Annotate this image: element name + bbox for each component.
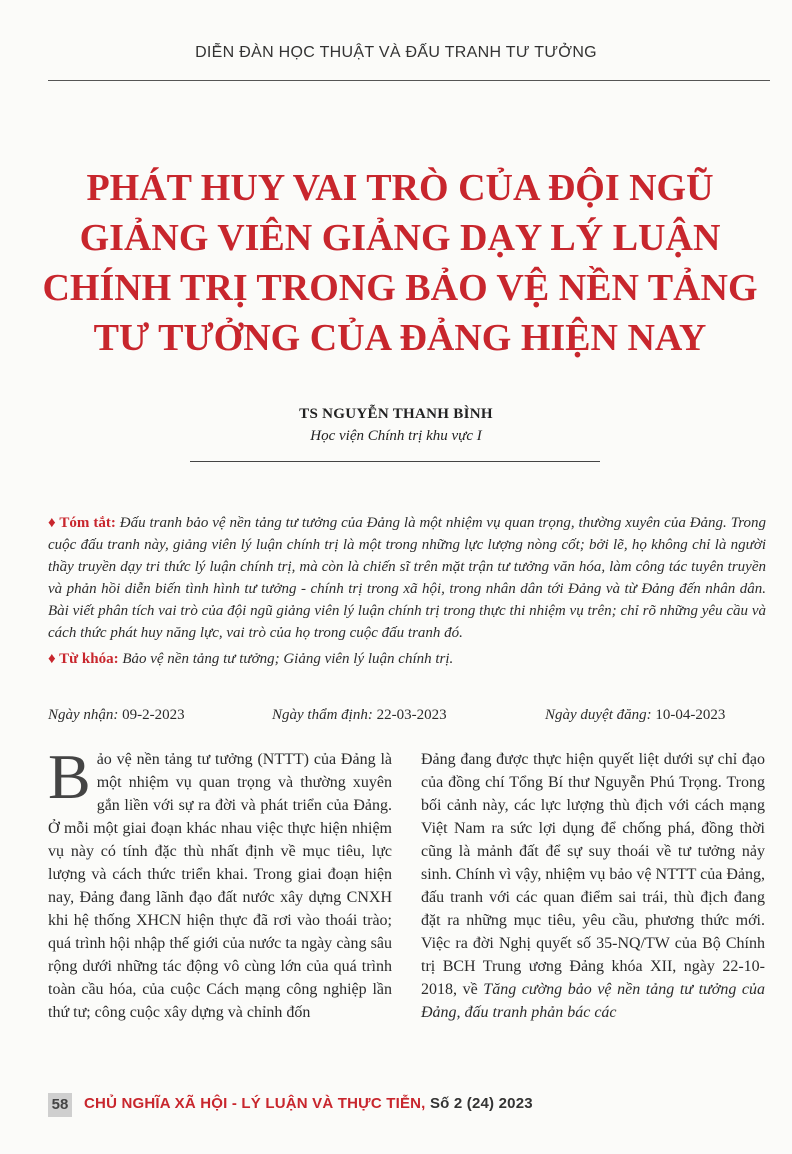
approved-value: 10-04-2023 (655, 707, 726, 723)
reviewed-date (272, 707, 447, 724)
body-left-column (48, 741, 392, 1024)
drop-cap: B (48, 741, 91, 812)
journal-name: CHỦ NGHĨA XÃ HỘI - LÝ LUẬN VÀ THỰC TIỄN, (84, 1095, 426, 1112)
article-title (40, 163, 760, 363)
received-label: Ngày nhận: (48, 707, 119, 723)
running-header: DIỄN ĐÀN HỌC THUẬT VÀ ĐẤU TRANH TƯ TƯỞNG (195, 44, 597, 61)
summary-label: ♦ Tóm tắt: (48, 515, 116, 531)
left-column-text: ảo vệ nền tảng tư tưởng (NTTT) của Đảng là một nhiệm vụ quan trọng và thường xuyên gắn liền với sự ra đời và phát triển của Đảng. Ở mỗi một giai đoạn khác nhau việc thực hiện nhiệm vụ này có tính đặc thù nhất định về mục tiêu, lực lượng và cách thức triển khai. Trong giai đoạn hiện nay, Đảng đang lãnh đạo đất nước xây dựng CNXH khi hệ thống XHCN hiện thực đã rơi vào thoái trào; quá trình hội nhập thế giới của nước ta ngày càng sâu rộng dưới những tác động vô cùng lớn của quá trình toàn cầu hóa, của cuộc Cách mạng công nghiệp lần thứ tư; công cuộc xây dựng và chỉnh đốn (48, 751, 392, 1021)
summary-paragraph (48, 512, 766, 644)
approved-date (545, 707, 725, 724)
page-footer (48, 1093, 768, 1117)
title-line-4: TƯ TƯỞNG CỦA ĐẢNG HIỆN NAY (93, 317, 707, 359)
title-line-1: PHÁT HUY VAI TRÒ CỦA ĐỘI NGŨ (86, 167, 714, 209)
keywords-paragraph (48, 648, 766, 670)
keywords-label: ♦ Từ khóa: (48, 651, 119, 667)
title-line-3: CHÍNH TRỊ TRONG BẢO VỆ NỀN TẢNG (42, 267, 758, 309)
approved-label: Ngày duyệt đăng: (545, 707, 652, 723)
right-column-text: Đảng đang được thực hiện quyết liệt dưới sự chỉ đạo của đồng chí Tổng Bí thư Nguyễn Phú Trọng. Trong bối cảnh này, các lực lượng thù địch với cách mạng Việt Nam ra sức lợi dụng để chống phá, đồng thời cũng là mảnh đất để sự suy thoái về tư tưởng nảy sinh. Chính vì vậy, nhiệm vụ bảo vệ NTTT của Đảng, đấu tranh với các quan điểm sai trái, thù địch đang đặt ra những mục tiêu, yêu cầu, phương thức mới. Việc ra đời Nghị quyết số 35-NQ/TW của Bộ Chính trị BCH Trung ương Đảng khóa XII, ngày 22-10-2018, về (421, 751, 765, 998)
author-name: TS NGUYỄN THANH BÌNH (299, 406, 493, 422)
author-affiliation: Học viện Chính trị khu vực I (310, 428, 482, 444)
author-divider (190, 461, 600, 462)
summary-text: Đấu tranh bảo vệ nền tảng tư tưởng của Đảng là một nhiệm vụ quan trọng, thường xuyên của Đảng. Trong cuộc đấu tranh này, giảng viên lý luận chính trị là một trong những lực lượng nòng cốt; bởi lẽ, họ không chỉ là người thầy truyền dạy tri thức lý luận chính trị, mà còn là chiến sĩ trên mặt trận tư tưởng văn hóa, làm công tác tuyên truyền và phản hồi diễn biến tình hình tư tưởng - chính trị trong xã hội, trong nhân dân tới Đảng và từ Đảng đến nhân dân. Bài viết phân tích vai trò của đội ngũ giảng viên lý luận chính trị trong thực thi nhiệm vụ trên; chỉ rõ những yêu cầu và cách thức phát huy năng lực, vai trò của họ trong cuộc đấu tranh đó. (48, 515, 767, 641)
journal-issue: Số 2 (24) 2023 (429, 1095, 533, 1112)
body-right-column (421, 748, 765, 1024)
resolution-title-italic: Tăng cường bảo vệ nền tảng tư tưởng của Đảng, đấu tranh phản bác các (421, 981, 766, 1021)
reviewed-value: 22-03-2023 (376, 707, 447, 723)
abstract (48, 512, 766, 670)
title-line-2: GIẢNG VIÊN GIẢNG DẠY LÝ LUẬN (79, 217, 721, 259)
received-value: 09-2-2023 (122, 707, 185, 723)
header-divider (48, 80, 770, 81)
received-date (48, 707, 185, 724)
reviewed-label: Ngày thẩm định: (272, 707, 373, 723)
page-number: 58 (48, 1093, 72, 1117)
journal-citation (84, 1095, 533, 1112)
article-dates (48, 707, 766, 727)
keywords-text: Bảo vệ nền tảng tư tưởng; Giảng viên lý luận chính trị. (122, 651, 454, 667)
